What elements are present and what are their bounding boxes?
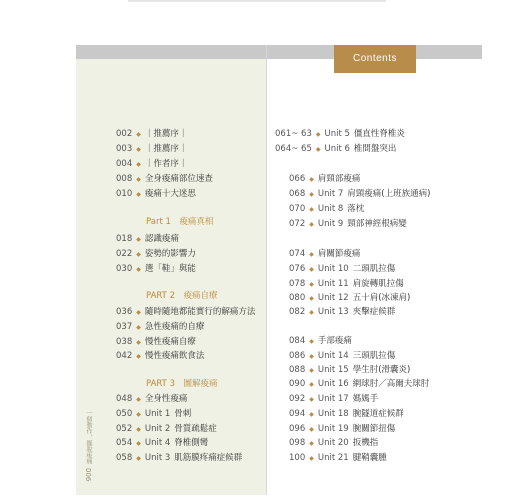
page-ref: 050: [116, 409, 133, 419]
toc-entry[interactable]: [289, 306, 395, 319]
entry-title: 選「鞋」與能: [144, 264, 196, 274]
entry-title: 扳機指: [352, 438, 379, 448]
page-ref: 061~ 63: [275, 129, 312, 139]
toc-entry[interactable]: [116, 143, 187, 156]
toc-entry[interactable]: [116, 248, 196, 261]
entry-title: 腕隧道症候群: [352, 409, 404, 419]
diamond-icon: ◆: [136, 440, 141, 447]
unit-label: Unit 13: [317, 307, 349, 317]
page-ref: 048: [116, 394, 133, 404]
entry-title: 骨刺: [174, 409, 192, 419]
entry-title: 肩頸部痠痛: [317, 174, 361, 184]
page-ref: 070: [289, 204, 306, 214]
diamond-icon: ◆: [309, 266, 314, 273]
diamond-icon: ◆: [309, 367, 314, 374]
toc-entry[interactable]: [289, 188, 430, 201]
page-ref: 090: [289, 379, 306, 389]
entry-title: 二頭肌拉傷: [352, 264, 396, 274]
entry-title: 慢性痠痛自療: [144, 337, 196, 347]
page-ref: 094: [289, 409, 306, 419]
top-rule: [128, 0, 386, 2]
page-ref: 036: [116, 307, 133, 317]
toc-entry[interactable]: [289, 437, 378, 450]
toc-entry[interactable]: [116, 233, 179, 246]
toc-entry[interactable]: [289, 248, 360, 261]
entry-title: 肩關節痠痛: [317, 249, 361, 259]
column-divider: [266, 45, 267, 495]
page-ref: 042: [116, 351, 133, 361]
toc-entry[interactable]: [116, 158, 187, 171]
entry-title: 姿勢的影響力: [144, 249, 196, 259]
part-heading: PART 3 圖解痠痛: [146, 379, 218, 389]
page-ref: 030: [116, 264, 133, 274]
diamond-icon: ◆: [136, 266, 141, 273]
diamond-icon: ◆: [136, 176, 141, 183]
page-ref: 052: [116, 424, 133, 434]
page-ref: 037: [116, 322, 133, 332]
diamond-icon: ◆: [315, 146, 321, 153]
unit-label: Unit 15: [317, 365, 349, 375]
toc-entry[interactable]: [289, 292, 410, 305]
page-ref: 018: [116, 234, 133, 244]
diamond-icon: ◆: [309, 176, 314, 183]
diamond-icon: ◆: [309, 206, 314, 213]
page-ref: 022: [116, 249, 133, 259]
unit-label: Unit 6: [324, 144, 350, 154]
diamond-icon: ◆: [136, 411, 141, 418]
entry-title: 手部痠痛: [317, 336, 352, 346]
page-ref: 084: [289, 336, 306, 346]
entry-title: 肩頸痠痛(上班族通病): [347, 189, 431, 199]
diamond-icon: ◆: [309, 411, 314, 418]
entry-title: 三頭肌拉傷: [352, 351, 396, 361]
toc-entry[interactable]: [116, 321, 204, 334]
toc-entry[interactable]: [289, 173, 360, 186]
entry-title: 頸部神經根病變: [347, 219, 407, 229]
page-ref: 076: [289, 264, 306, 274]
page-ref: 086: [289, 351, 306, 361]
entry-title: 僵直性脊椎炎: [353, 129, 405, 139]
toc-entry[interactable]: [116, 408, 191, 421]
entry-title: 全身痠痛部位速查: [144, 174, 213, 184]
toc-entry[interactable]: [116, 173, 213, 186]
diamond-icon: ◆: [136, 353, 141, 360]
page-ref: 082: [289, 307, 306, 317]
entry-title: 腕關節扭傷: [352, 424, 396, 434]
toc-entry[interactable]: [289, 452, 387, 465]
entry-title: 全身性痠痛: [144, 394, 188, 404]
toc-entry[interactable]: [275, 143, 396, 156]
entry-title: 脊椎側彎: [174, 438, 209, 448]
page-ref: 008: [116, 174, 133, 184]
unit-label: Unit 18: [317, 409, 349, 419]
toc-entry[interactable]: [289, 218, 407, 231]
page-ref: 038: [116, 337, 133, 347]
diamond-icon: ◆: [136, 161, 141, 168]
page-ref: 100: [289, 453, 306, 463]
page-ref: 080: [289, 293, 306, 303]
diamond-icon: ◆: [309, 353, 314, 360]
page-ref: 058: [116, 453, 133, 463]
toc-entry[interactable]: [116, 350, 204, 363]
part-heading: Part 1 痠痛真相: [146, 217, 214, 227]
entry-title: ｜推薦序｜: [144, 144, 188, 154]
page-ref: 010: [116, 189, 133, 199]
diamond-icon: ◆: [315, 131, 321, 138]
diamond-icon: ◆: [309, 440, 314, 447]
diamond-icon: ◆: [136, 251, 141, 258]
part-heading: PART 2 痠痛自療: [146, 291, 218, 301]
diamond-icon: ◆: [136, 455, 141, 462]
unit-label: Unit 2: [144, 424, 171, 434]
page-ref: 068: [289, 189, 306, 199]
toc-entry[interactable]: [289, 364, 410, 377]
unit-label: Unit 7: [317, 189, 344, 199]
page-ref: 002: [116, 129, 133, 139]
toc-entry[interactable]: [116, 437, 208, 450]
page-ref: 004: [116, 159, 133, 169]
entry-title: 五十肩(冰凍肩): [352, 293, 411, 303]
toc-entry[interactable]: [289, 335, 352, 348]
diamond-icon: ◆: [136, 131, 141, 138]
unit-label: Unit 9: [317, 219, 344, 229]
diamond-icon: ◆: [136, 236, 141, 243]
unit-label: Unit 21: [317, 453, 349, 463]
diamond-icon: ◆: [309, 281, 314, 288]
entry-title: 媽媽手: [352, 394, 379, 404]
book-title-vertical: 一個動作，擺脫痠痛: [85, 410, 92, 464]
diamond-icon: ◆: [136, 191, 141, 198]
entry-title: 急性痠痛的自療: [144, 322, 205, 332]
page-number: 006: [84, 468, 92, 482]
diamond-icon: ◆: [136, 396, 141, 403]
toc-entry[interactable]: [116, 423, 217, 436]
toc-entry[interactable]: [116, 306, 255, 319]
entry-title: ｜推薦序｜: [144, 129, 188, 139]
entry-title: 椎間盤突出: [353, 144, 397, 154]
diamond-icon: ◆: [136, 324, 141, 331]
diamond-icon: ◆: [309, 221, 314, 228]
unit-label: Unit 4: [144, 438, 171, 448]
entry-title: 落枕: [347, 204, 365, 214]
entry-title: 腱鞘囊腫: [352, 453, 387, 463]
page-ref: 074: [289, 249, 306, 259]
page-ref: 092: [289, 394, 306, 404]
entry-title: 骨質疏鬆症: [174, 424, 217, 434]
diamond-icon: ◆: [136, 339, 141, 346]
entry-title: 慢性痠痛飲食法: [144, 351, 205, 361]
entry-title: 肌筋膜疼痛症候群: [174, 453, 243, 463]
header-bar: [76, 45, 482, 59]
entry-title: 隨時隨地都能實行的解痛方法: [144, 307, 256, 317]
diamond-icon: ◆: [136, 309, 141, 316]
unit-label: Unit 10: [317, 264, 349, 274]
diamond-icon: ◆: [309, 426, 314, 433]
entry-title: 網球肘／高爾夫球肘: [352, 379, 430, 389]
toc-entry[interactable]: [289, 263, 395, 276]
diamond-icon: ◆: [136, 426, 141, 433]
toc-entry[interactable]: [289, 278, 404, 291]
diamond-icon: ◆: [309, 309, 314, 316]
unit-label: Unit 16: [317, 379, 349, 389]
entry-title: 痠痛十大迷思: [144, 189, 196, 199]
toc-entry[interactable]: [289, 203, 364, 216]
unit-label: Unit 1: [144, 409, 171, 419]
unit-label: Unit 14: [317, 351, 349, 361]
page-ref: 098: [289, 438, 306, 448]
diamond-icon: ◆: [309, 295, 314, 302]
entry-title: 夾擊症候群: [352, 307, 396, 317]
unit-label: Unit 17: [317, 394, 349, 404]
diamond-icon: ◆: [309, 381, 314, 388]
unit-label: Unit 11: [317, 279, 349, 289]
toc-entry[interactable]: [289, 408, 404, 421]
page-ref: 088: [289, 365, 306, 375]
entry-title: ｜作者序｜: [144, 159, 188, 169]
entry-title: 學生肘(滑囊炎): [352, 365, 411, 375]
toc-entry[interactable]: [116, 263, 196, 276]
page-ref: 066: [289, 174, 306, 184]
diamond-icon: ◆: [136, 146, 141, 153]
page-ref: 072: [289, 219, 306, 229]
entry-title: 肩旋轉肌拉傷: [352, 279, 404, 289]
toc-entry[interactable]: [289, 393, 378, 406]
toc-entry[interactable]: [116, 452, 242, 465]
unit-label: Unit 19: [317, 424, 349, 434]
diamond-icon: ◆: [309, 396, 314, 403]
unit-label: Unit 12: [317, 293, 349, 303]
diamond-icon: ◆: [309, 251, 314, 258]
toc-entry[interactable]: [116, 128, 187, 141]
page-ref: 054: [116, 438, 133, 448]
toc-entry[interactable]: [116, 393, 187, 406]
toc-entry[interactable]: [289, 378, 429, 391]
contents-tab: Contents: [334, 45, 416, 73]
page-ref: 078: [289, 279, 306, 289]
diamond-icon: ◆: [309, 455, 314, 462]
diamond-icon: ◆: [309, 191, 314, 198]
entry-title: 認識痠痛: [144, 234, 179, 244]
toc-entry[interactable]: [289, 423, 395, 436]
toc-entry[interactable]: [289, 350, 395, 363]
unit-label: Unit 3: [144, 453, 171, 463]
toc-entry[interactable]: [116, 188, 196, 201]
toc-entry[interactable]: [116, 336, 196, 349]
page-ref: 003: [116, 144, 133, 154]
unit-label: Unit 8: [317, 204, 344, 214]
page-ref: 064~ 65: [275, 144, 312, 154]
toc-entry[interactable]: [275, 128, 405, 141]
unit-label: Unit 20: [317, 438, 349, 448]
diamond-icon: ◆: [309, 338, 314, 345]
page-ref: 096: [289, 424, 306, 434]
unit-label: Unit 5: [324, 129, 350, 139]
